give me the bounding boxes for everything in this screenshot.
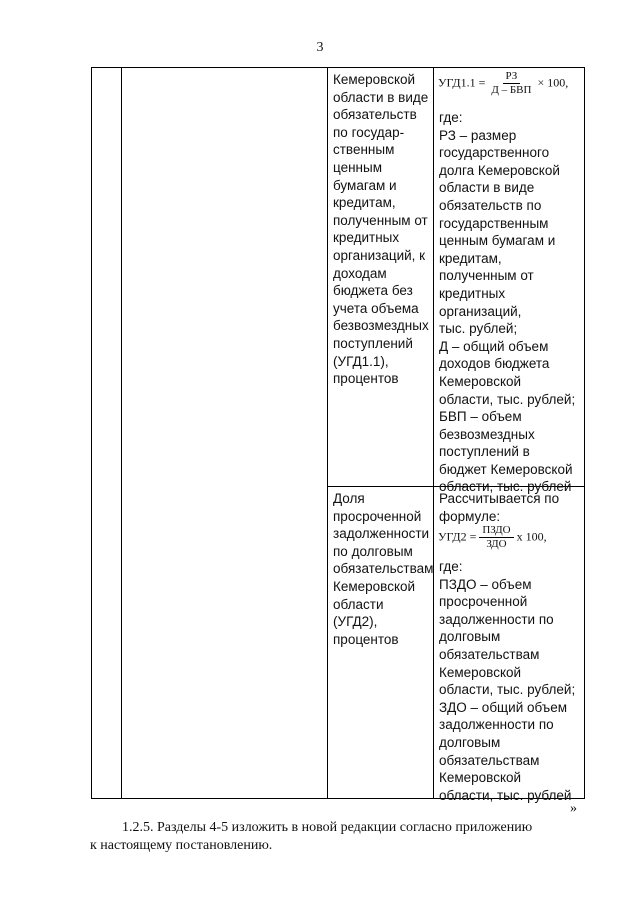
row1-formula-rhs: × 100, (537, 75, 569, 90)
row1-explanation-line: доходов бюджета (439, 356, 550, 372)
col-border-1 (91, 67, 92, 799)
row2-intro-line: Рассчитывается по (439, 491, 560, 506)
row2-explanation-line: задолженности по (439, 611, 554, 627)
row2-indicator-line: по долговым (333, 543, 413, 559)
row1-indicator-line: обязательств (333, 107, 417, 123)
row1-explanation-line: области, тыс. рублей (439, 479, 572, 495)
row1-explanation-line: организаций, (439, 303, 522, 319)
row1-indicator-line: по государ- (333, 124, 405, 140)
row2-explanation-cell (439, 558, 585, 804)
row1-explanation-line: где: (439, 110, 463, 125)
row1-formula-numerator: РЗ (503, 70, 521, 84)
paragraph-line: к настоящему постановлению. (90, 838, 273, 853)
row2-explanation-line: долговым (439, 734, 501, 750)
row2-formula-fraction (479, 524, 513, 551)
row1-explanation-line: поступлений в (439, 444, 530, 460)
table-top-border (91, 67, 585, 68)
row1-indicator-line: Кемеровской (333, 72, 416, 87)
row2-formula (438, 524, 584, 551)
row1-explanation-line: обязательств по (439, 197, 542, 213)
row1-explanation-line: Д – общий объем (439, 338, 549, 354)
row2-indicator-line: Кемеровской (333, 578, 416, 594)
row1-indicator-line: кредитных (333, 230, 400, 246)
row1-explanation-line: кредитам, (439, 250, 502, 266)
col-border-2 (121, 67, 122, 799)
closing-quote: » (570, 801, 577, 816)
row1-formula-lhs: УГД1.1 = (438, 75, 486, 90)
col-border-3 (327, 67, 328, 799)
row1-indicator-line: области в виде (333, 89, 429, 105)
row1-explanation-line: области, тыс. рублей; (439, 391, 576, 407)
row1-explanation-line: РЗ – размер (439, 127, 517, 143)
row2-formula-denominator: ЗДО (486, 538, 507, 550)
row2-indicator-line: просроченной (333, 508, 422, 524)
row2-explanation-line: обязательствам (439, 646, 540, 662)
row2-explanation-line: области, тыс. рублей; (439, 682, 576, 698)
row1-explanation-line: долга Кемеровской (439, 162, 560, 178)
row1-indicator-line: полученным от (333, 212, 428, 228)
row1-indicator-line: ственным (333, 142, 395, 158)
col-border-4 (433, 67, 434, 799)
row1-explanation-line: государственного (439, 145, 550, 161)
row2-explanation-line: ПЗДО – объем (439, 576, 532, 592)
row1-explanation-line: безвозмездных (439, 426, 535, 442)
row2-indicator-cell (333, 490, 433, 648)
row2-intro-cell (439, 490, 585, 525)
row1-explanation-line: тыс. рублей; (439, 321, 518, 337)
row1-indicator-line: процентов (333, 371, 399, 387)
row1-indicator-line: безвозмездных (333, 318, 429, 334)
row2-explanation-line: ЗДО – общий объем (439, 699, 568, 715)
row2-indicator-line: обязательствам (333, 561, 434, 577)
row1-indicator-line: бюджета без (333, 283, 413, 299)
row1-formula (438, 70, 584, 97)
row1-explanation-line: ценным бумагам и (439, 233, 556, 249)
row1-explanation-line: бюджет Кемеровской (439, 461, 573, 477)
amendment-paragraph (90, 819, 580, 855)
row2-explanation-line: области, тыс. рублей (439, 787, 572, 803)
paragraph-line: 1.2.5. Разделы 4-5 изложить в новой редакции согласно приложению (122, 820, 533, 835)
row1-explanation-line: области в виде (439, 180, 535, 196)
row2-indicator-line: процентов (333, 631, 399, 647)
row2-formula-lhs: УГД2 = (438, 529, 477, 544)
row1-indicator-line: поступлений (333, 335, 413, 351)
row1-indicator-line: ценным (333, 159, 382, 175)
row2-explanation-line: где: (439, 559, 463, 574)
row1-explanation-line: кредитных (439, 285, 506, 301)
row1-indicator-cell (333, 71, 433, 388)
row2-explanation-line: задолженности по (439, 717, 554, 733)
row2-indicator-line: Доля (333, 491, 365, 506)
row1-explanation-line: БВП – объем (439, 409, 522, 425)
row1-indicator-line: учета объема (333, 300, 419, 316)
row2-indicator-line: задолженности (333, 526, 430, 542)
row1-explanation-cell (439, 109, 585, 496)
row1-indicator-line: доходам (333, 265, 387, 281)
row1-explanation-line: государственным (439, 215, 549, 231)
row2-explanation-line: Кемеровской (439, 664, 522, 680)
row2-explanation-line: обязательствам (439, 752, 540, 768)
row2-explanation-line: Кемеровской (439, 770, 522, 786)
row1-explanation-line: полученным от (439, 268, 534, 284)
row1-indicator-line: кредитам, (333, 195, 396, 211)
row2-formula-rhs: x 100, (516, 529, 547, 544)
row1-formula-denominator: Д – БВП (491, 84, 532, 96)
page-number: 3 (316, 40, 324, 55)
row1-indicator-line: бумагам и (333, 177, 397, 193)
row2-formula-numerator: ПЗДО (479, 524, 513, 538)
row1-explanation-line: Кемеровской (439, 373, 522, 389)
row2-explanation-line: долговым (439, 629, 501, 645)
row2-indicator-line: области (333, 596, 384, 612)
row2-intro-line: формуле: (439, 508, 501, 524)
row1-indicator-line: организаций, к (333, 247, 426, 263)
row2-indicator-line: (УГД2), (333, 614, 378, 630)
row2-explanation-line: просроченной (439, 594, 528, 610)
row1-formula-fraction (488, 70, 534, 97)
row1-indicator-line: (УГД1.1), (333, 353, 389, 369)
